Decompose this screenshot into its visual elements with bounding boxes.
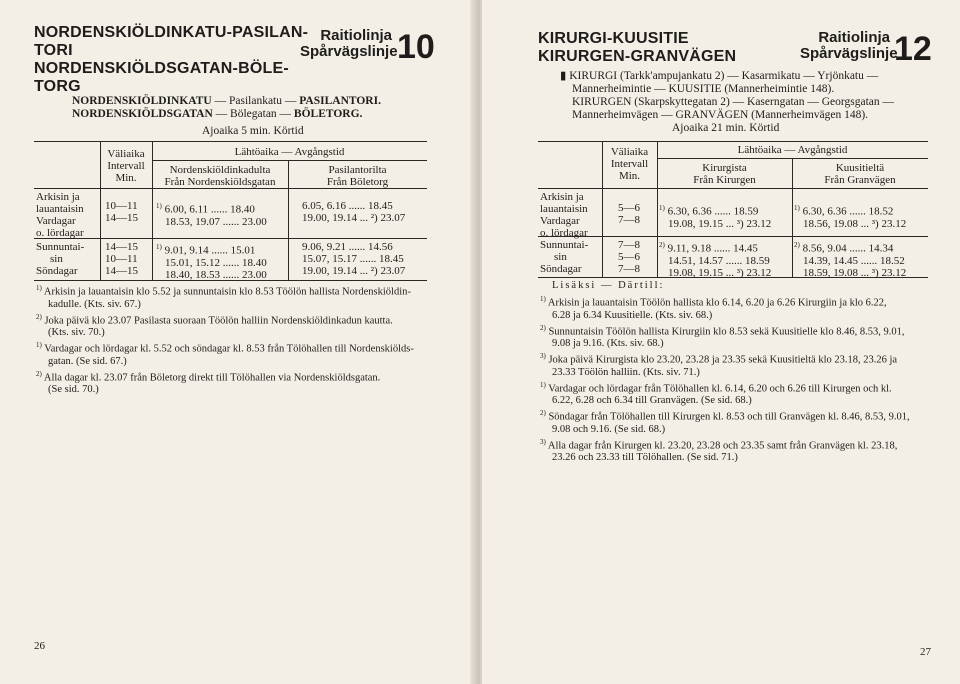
right-row1-intervals: 5—6 7—8: [618, 202, 640, 226]
time-row: 19.00, 19.14 ... ²) 23.07: [302, 265, 406, 277]
right-departure-header: Lähtöaika — Avgångstid: [737, 144, 848, 156]
right-page: [482, 0, 960, 684]
left-line-number: 10: [397, 28, 435, 66]
footnote: $^{1)}$ Arkisin ja lauantaisin Töölön hallista klo 6.14, 6.20 ja 6.26 Kirurgiin ja klo 6.22,: [540, 295, 887, 309]
time-row: $^{1)}$ 6.30, 6.36 ...... 18.59: [659, 204, 759, 218]
left-col2-header: Pasilantorilta Från Böletorg: [326, 164, 389, 188]
footnote: 6.28 ja 6.34 Kuusitielle. (Kts. siv. 68.): [552, 309, 713, 321]
footnote: kadulle. (Kts. siv. 67.): [48, 298, 141, 310]
time-row: 19.00, 19.14 ... ²) 23.07: [302, 212, 406, 224]
left-row2-intervals: 14—15 10—11 14—15: [105, 241, 138, 277]
left-page-number: 26: [34, 640, 45, 652]
time-row: 18.56, 19.08 ... ³) 23.12: [803, 217, 907, 230]
time-row: 18.59, 19.08 ... ³) 23.12: [803, 266, 907, 279]
left-row1-col1: [156, 200, 267, 228]
time-row: 9.06, 9.21 ...... 14.56: [302, 241, 393, 253]
time-row: 18.40, 18.53 ...... 23.00: [165, 268, 267, 281]
left-interval-header: Väliaika Intervall Min.: [107, 148, 145, 184]
footnote: (Se sid. 70.): [48, 384, 99, 395]
time-row: $^{1)}$ 6.00, 6.11 ...... 18.40: [156, 202, 255, 216]
footnote: $^{2)}$ Sunnuntaisin Töölön hallista Kirurgiin klo 8.53 sekä Kuusitielle klo 8.46, 8.53, 9.01,: [540, 323, 905, 337]
right-line-number: 12: [894, 30, 932, 68]
footnote: 6.22, 6.28 och 6.34 till Granvägen. (Se sid. 68.): [552, 395, 752, 406]
right-route-title: KIRURGI-KUUSITIE KIRURGEN-GRANVÄGEN: [538, 30, 737, 65]
left-row1-label: Arkisin ja lauantaisin Vardagar o. lördagar: [36, 191, 84, 239]
right-line-label: Raitiolinja Spårvägslinje: [800, 29, 898, 62]
right-row1-label: Arkisin ja lauantaisin Vardagar o. lördagar: [540, 191, 588, 239]
left-route-sv: NORDENSKIÖLDSGATAN — Bölegatan — BÖLETORG.: [72, 108, 363, 120]
time-row: 15.07, 15.17 ...... 18.45: [302, 253, 404, 265]
footnote: 9.08 och 9.16. (Se sid. 68.): [552, 423, 666, 435]
footnote: $^{2)}$ Joka päivä klo 23.07 Pasilasta suoraan Töölön halliin Nordenskiöldinkadun kautta.: [36, 312, 393, 326]
right-row2-col2: [794, 239, 906, 279]
footnote: $^{1)}$ Arkisin ja lauantaisin klo 5.52 ja sunnuntaisin klo 8.53 Töölön hallista Nordenskiöldin-: [36, 284, 411, 298]
right-row1-col1: [659, 202, 771, 230]
time-row: 14.39, 14.45 ...... 18.52: [803, 254, 905, 267]
right-table-header-rule: [538, 188, 928, 189]
right-row2-col1: [659, 239, 771, 279]
tram-marker-icon: ▮: [560, 70, 567, 82]
footnote: $^{3)}$ Joka päivä Kirurgista klo 23.20, 23.28 ja 23.35 sekä Kuusitieltä klo 23.18, 23.26 ja: [540, 352, 898, 366]
right-col2-header: Kuusitieltä Från Granvägen: [824, 162, 896, 186]
time-row: $^{1)}$ 6.30, 6.36 ...... 18.52: [794, 204, 894, 218]
time-row: 19.08, 19.15 ... ³) 23.12: [668, 217, 772, 230]
right-row1-col2: [794, 202, 906, 230]
left-route-fi: NORDENSKIÖLDINKATU — Pasilankatu — PASILANTORI.: [72, 95, 381, 107]
time-row: 19.08, 19.15 ... ³) 23.12: [668, 266, 772, 279]
footnote: $^{3)}$ Alla dagar från Kirurgen kl. 23.20, 23.28 och 23.35 samt från Granvägen kl. 23.18,: [540, 437, 898, 451]
footnote: 23.33 Töölön halliin. (Kts. siv. 71.): [552, 366, 700, 378]
time-row: 15.01, 15.12 ...... 18.40: [165, 256, 267, 269]
left-col1-header: Nordenskiöldinkadulta Från Nordenskiöldsgatan: [164, 164, 276, 188]
left-departure-header: Lähtöaika — Avgångstid: [234, 146, 345, 158]
footnote: $^{2)}$ Alla dagar kl. 23.07 från Böletorg direkt till Tölöhallen via Nordenskiöldsgatan.: [36, 369, 381, 383]
left-footnotes: [36, 282, 436, 396]
time-row: 18.53, 19.07 ...... 23.00: [165, 215, 267, 228]
right-extra-heading: Lisäksi — Därtill:: [552, 280, 665, 291]
time-row: $^{2)}$ 8.56, 9.04 ...... 14.34: [794, 241, 894, 255]
left-table-col-rule-2: [152, 141, 153, 280]
footnote: $^{2)}$ Söndagar från Tölöhallen till Kirurgen kl. 8.53 och till Granvägen kl. 8.46, 8.53, 9.01,: [540, 409, 910, 423]
time-row: $^{2)}$ 9.11, 9.18 ...... 14.45: [659, 241, 758, 255]
right-footnotes: [540, 293, 935, 464]
left-table-header-rule: [34, 188, 427, 189]
footnote: $^{1)}$ Vardagar och lördagar kl. 5.52 och söndagar kl. 8.53 från Tölöhallen till Nordenskiölds-: [36, 341, 414, 355]
left-table-top-rule: [34, 141, 427, 142]
right-route-description: ▮ KIRURGI (Tarkk'ampujankatu 2) — Kasarmikatu — Yrjönkatu — Mannerheimintie — KUUSITIE (Mannerheimintie 148). KIRURGEN (Skarpskyttegatan 2) — Kaserngatan — Georgsgatan — Mannerheimvägen — GRANVÄGEN (Mannerheimvägen 148).: [560, 70, 895, 121]
right-page-number: 27: [920, 646, 931, 658]
right-table-top-rule: [538, 141, 928, 142]
left-table-subheader-rule: [152, 160, 427, 161]
right-travel-time: Ajoaika 21 min. Körtid: [672, 122, 780, 134]
left-travel-time: Ajoaika 5 min. Körtid: [202, 125, 304, 137]
time-row: 6.05, 6.16 ...... 18.45: [302, 200, 393, 212]
left-page: [0, 0, 478, 684]
footnote: 23.26 och 23.33 till Tölöhallen. (Se sid. 71.): [552, 452, 738, 463]
footnote: gatan. (Se sid. 67.): [48, 355, 127, 367]
left-row1-col2: [302, 200, 405, 224]
right-row2-label: Sunnuntai- sin Söndagar: [540, 239, 589, 275]
left-row1-intervals: 10—11 14—15: [105, 200, 138, 224]
left-route-title: NORDENSKIÖLDINKATU-PASILAN- TORI NORDENSKIÖLDSGATAN-BÖLE- TORG: [34, 24, 309, 95]
footnote: 9.08 ja 9.16. (Kts. siv. 68.): [552, 338, 664, 349]
right-row2-intervals: 7—8 5—6 7—8: [618, 239, 640, 275]
right-interval-header: Väliaika Intervall Min.: [610, 146, 649, 182]
footnote: (Kts. siv. 70.): [48, 327, 105, 338]
left-line-label: Raitiolinja Spårvägslinje: [300, 27, 398, 60]
left-row2-label: Sunnuntai- sin Söndagar: [36, 241, 85, 277]
left-row2-col1: [156, 241, 267, 281]
footnote: $^{1)}$ Vardagar och lördagar från Tölöhallen kl. 6.14, 6.20 och 6.26 till Kirurgen och kl.: [540, 380, 892, 394]
right-col1-header: Kirurgista Från Kirurgen: [693, 162, 756, 186]
time-row: 14.51, 14.57 ...... 18.59: [668, 254, 770, 267]
left-row2-col2: [302, 241, 405, 277]
time-row: $^{1)}$ 9.01, 9.14 ...... 15.01: [156, 243, 256, 257]
